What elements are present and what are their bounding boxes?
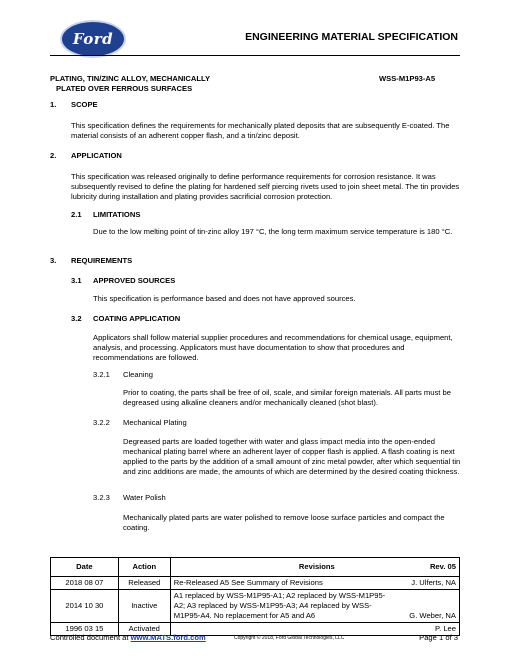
water-polish-body: Mechanically plated parts are water polished to remove loose surface particles and compact the coating. [123, 513, 445, 532]
application-heading: APPLICATION [71, 151, 122, 160]
row-revision [170, 577, 459, 590]
mechanical-plating-number: 3.2.2 [93, 418, 110, 427]
coating-application-body: Applicators shall follow material supplier procedures and recommendations for chemical usage, equipment, analysis, and processing. Applicators must have documentation to show that procedures and recommendations are followed. [93, 333, 453, 362]
row-action: Activated [118, 623, 170, 636]
revision-table-header [51, 558, 460, 577]
spec-title-line2: PLATED OVER FERROUS SURFACES [56, 84, 193, 93]
row-date: 1996 03 15 [51, 623, 119, 636]
row-revision-text: A1 replaced by WSS-M1P95-A1; A2 replaced by WSS-M1P95-A2; A3 replaced by WSS-M1P95-A3; A4 replaced by WSS-M1P95-A4. No replacement for A5 and A6 [173, 591, 386, 620]
revisions-column-header [170, 558, 459, 577]
approved-sources-heading: APPROVED SOURCES [93, 276, 176, 285]
cleaning-number: 3.2.1 [93, 370, 110, 379]
row-author: G. Weber, NA [409, 611, 456, 620]
cleaning-body: Prior to coating, the parts shall be free of oil, scale, and similar foreign materials. All parts must be degreased using alkaline cleaners and/or mechanically cleaned (shot blast). [123, 388, 451, 407]
ford-logo: Ford [60, 20, 126, 58]
spec-number: WSS-M1P93-A5 [379, 74, 436, 83]
row-action: Released [118, 577, 170, 590]
application-number: 2. [50, 151, 57, 160]
row-author: P. Lee [435, 624, 456, 633]
revision-table [50, 557, 460, 636]
scope-number: 1. [50, 100, 57, 109]
mats-link[interactable]: www.MATS.ford.com [130, 633, 206, 642]
scope-heading: SCOPE [71, 100, 98, 109]
coating-application-heading: COATING APPLICATION [93, 314, 181, 323]
header-rule [50, 55, 460, 56]
application-body: This specification was released originally to define performance requirements for corrosion resistance. It was subsequently revised to define the plating for hardened self piercing rivets used to join sheet metal. The tin provides lubricity during installation and plating provides sacrificial corrosion protection. [71, 172, 460, 201]
limitations-heading: LIMITATIONS [93, 210, 141, 219]
water-polish-number: 3.2.3 [93, 493, 110, 502]
row-date: 2018 08 07 [51, 577, 119, 590]
approved-sources-number: 3.1 [71, 276, 82, 285]
revisions-label: Revisions [298, 562, 335, 571]
cleaning-heading: Cleaning [123, 370, 153, 379]
requirements-heading: REQUIREMENTS [71, 256, 133, 265]
row-action: Inactive [118, 590, 170, 623]
revision-number: Rev. 05 [429, 562, 456, 571]
action-column-header: Action [118, 558, 170, 577]
row-date: 2014 10 30 [51, 590, 119, 623]
footer-copyright: Copyright © 2018, Ford Global Technologies, LLC [234, 635, 345, 641]
spec-title-line1: PLATING, TIN/ZINC ALLOY, MECHANICALLY [50, 74, 211, 83]
footer-controlled-document [50, 633, 206, 642]
footer-page-number: Page 1 of 3 [419, 633, 458, 642]
footer-controlled-prefix: Controlled document at [50, 633, 131, 642]
coating-application-number: 3.2 [71, 314, 82, 323]
water-polish-heading: Water Polish [123, 493, 166, 502]
mechanical-plating-body: Degreased parts are loaded together with water and glass impact media into the open-ended mechanical plating barrel where an adherent layer of copper flash is applied. A flash coating is next applied to the parts by the addition of a small amount of zinc metal powder, after which sequential tin and zinc additions are made, the amounts of which are determined by the desired coating thickness. [123, 437, 461, 476]
table-row [51, 577, 460, 590]
row-revision-text: Re-Released A5 See Summary of Revisions [173, 578, 323, 587]
date-column-header: Date [51, 558, 119, 577]
limitations-body: Due to the low melting point of tin-zinc alloy 197 °C, the long term maximum service temperature is 180 °C. [93, 227, 453, 236]
row-revision [170, 590, 459, 623]
document-type-title: ENGINEERING MATERIAL SPECIFICATION [245, 31, 458, 43]
approved-sources-body: This specification is performance based and does not have approved sources. [93, 294, 356, 303]
row-author: J. Ulferts, NA [411, 578, 456, 587]
row-revision [170, 623, 459, 636]
requirements-number: 3. [50, 256, 57, 265]
table-row [51, 590, 460, 623]
mechanical-plating-heading: Mechanical Plating [123, 418, 187, 427]
scope-body: This specification defines the requirements for mechanically plated deposits that are subsequently E-coated. The material consists of an adherent copper flash, and a tin/zinc deposit. [71, 121, 450, 140]
limitations-number: 2.1 [71, 210, 82, 219]
